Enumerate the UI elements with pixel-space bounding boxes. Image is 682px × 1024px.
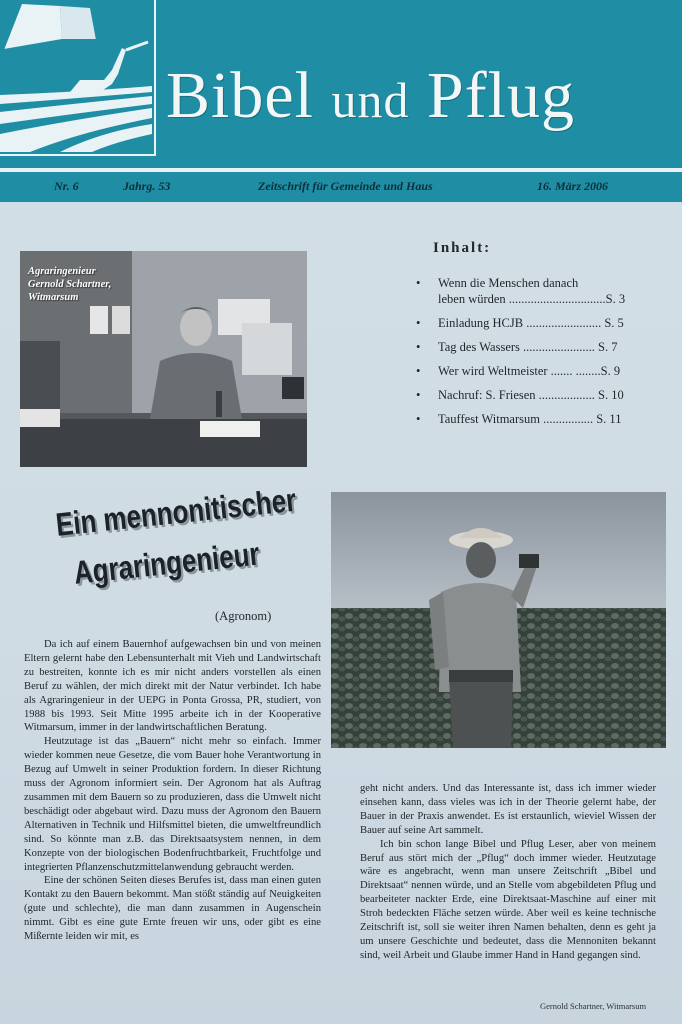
author-signature: Gernold Schartner, Witmarsum [540, 1001, 647, 1011]
article-paragraph: Heutzutage ist das „Bauern“ nicht mehr so einfach. Immer wieder kommen neue Gesetze, die vom Bauer hohe Verantwortung in Bezug auf Umwelt in seiner Produktion fordern. In dieser Richtung muss der Agronom informiert sein. Der Agronom hat als Auftrag zusammen mit dem Bauern so zu produzieren, dass die Umwelt nicht beschädigt oder abgebaut wird. Dazu muss der Agronom den Bauern Alternativen in Technik und Hilfsmittel bieten, die umweltfreundlich sind. So könnte man z.B. das Direktsaatsystem nennen, in dem Konzepte von der biologischen Bodenfruchtbarkeit, Fruchtfolge und integrierten Pflanzenschutzmittelanwendung gebraucht werden. [24, 736, 321, 873]
article-column-2 [360, 782, 656, 963]
contents-item-line: Wer wird Weltmeister ....... ........S. 9 [438, 364, 621, 378]
contents-item-line: Nachruf: S. Friesen .................. S. 10 [438, 388, 624, 402]
photo-engineer-in-field [331, 492, 666, 748]
contents-item-line: Einladung HCJB ........................ S. 5 [438, 316, 624, 330]
article-column-1 [24, 638, 321, 944]
bible-plough-logo [0, 0, 156, 156]
title-word-bibel: Bibel [166, 59, 314, 132]
article-paragraph: Eine der schönen Seiten dieses Berufes ist, dass man einen guten Kontakt zu den Bauern bekommt. Man stößt ständig auf Neuigkeiten (gute und schlechte), die man dann zusammen in Augenschein nimmt. Gibt es eine gute Ernte freuen wir uns, oder gibt es eine Mißernte leiden wir mit, es [24, 875, 321, 943]
bullet-icon: • [416, 364, 421, 378]
contents-item [416, 411, 666, 427]
contents-item [416, 339, 666, 355]
bullet-icon: • [416, 412, 421, 426]
magazine-title [166, 58, 575, 134]
caption-line: Witmarsum [28, 292, 79, 303]
contents-item [416, 315, 666, 331]
title-word-und: und [331, 72, 410, 128]
contents-item [416, 275, 666, 307]
bullet-icon: • [416, 276, 421, 290]
article-paragraph: Ich bin schon lange Bibel und Pflug Leser, aber von meinem Beruf aus stört mich der „Pflug“ doch immer wieder. Heutzutage wäre es angebracht, wenn man unsere Zeitschrift „Bibel und Direktsaat“ nennen würde, und an Stelle vom abgebildeten Pflug und bearbeiteter nackter Erde, eine Direktsaat-Maschine auf einer mit Stroh bedeckten Fläche setzen würde. Aber weil es keine technische Zeitschrift ist, soll sie weiter ihren Namen behalten, denn es geht ja um unsere Geschichte und bedeutet, dass die Mennoniten bekannt sind, weil Arbeit und Glaube immer Hand in Hand gegangen sind. [360, 838, 656, 961]
bullet-icon: • [416, 388, 421, 402]
bullet-icon: • [416, 316, 421, 330]
title-word-pflug: Pflug [427, 59, 576, 132]
contents-list [416, 275, 666, 435]
article-paragraph: Da ich auf einem Bauernhof aufgewachsen bin und von meinen Eltern gelernt habe den Lebensunterhalt mit Vieh und Landwirtschaft zu bestreiten, konnte ich es mir nicht anders vorstellen als einen Beruf zu wählen, der mich direkt mit der Natur verbindet. Ich habe als Agraringenieur in der UEPG in Ponta Grossa, PR, studiert, von 1988 bis 1993. Seit Mitte 1995 arbeite ich in der Kooperative Witmarsum, immer in der landwirtschaftlichen Beratung. [24, 639, 321, 734]
issue-info-bar [0, 172, 682, 202]
headline-line-2: Agraringenieur [72, 534, 262, 592]
photo-engineer-at-desk [20, 251, 307, 467]
bullet-icon: • [416, 340, 421, 354]
contents-item-line: Wenn die Menschen danach [438, 276, 579, 290]
article-paragraph: geht nicht anders. Und das Interessante ist, dass ich immer wieder einsehen kann, dass vieles was ich in der Theorie gelernt habe, der Bauer in der Praxis anwendet. Es ist erstaunlich, wieviel Wissen der Bauer auf seine Art sammelt. [360, 783, 656, 836]
photo1-caption [28, 265, 111, 304]
volume-year: Jahrg. 53 [123, 179, 171, 193]
article-subtitle: (Agronom) [215, 609, 272, 623]
issue-date: 16. März 2006 [537, 179, 609, 193]
headline-line-1: Ein mennonitischer [54, 480, 298, 544]
contents-heading: Inhalt: [433, 240, 492, 256]
issue-number: Nr. 6 [54, 179, 79, 193]
caption-line: Agraringenieur [28, 266, 96, 277]
contents-item-line: Tag des Wassers ....................... S. 7 [438, 340, 618, 354]
article-headline [54, 480, 314, 604]
contents-item [416, 387, 666, 403]
contents-item-line: Tauffest Witmarsum ................ S. 11 [438, 412, 622, 426]
contents-item-line: leben würden ...............................S. 3 [438, 292, 626, 306]
caption-line: Gernold Schartner, [28, 279, 112, 290]
magazine-subtitle: Zeitschrift für Gemeinde und Haus [258, 179, 433, 193]
contents-item [416, 363, 666, 379]
masthead [0, 0, 682, 168]
